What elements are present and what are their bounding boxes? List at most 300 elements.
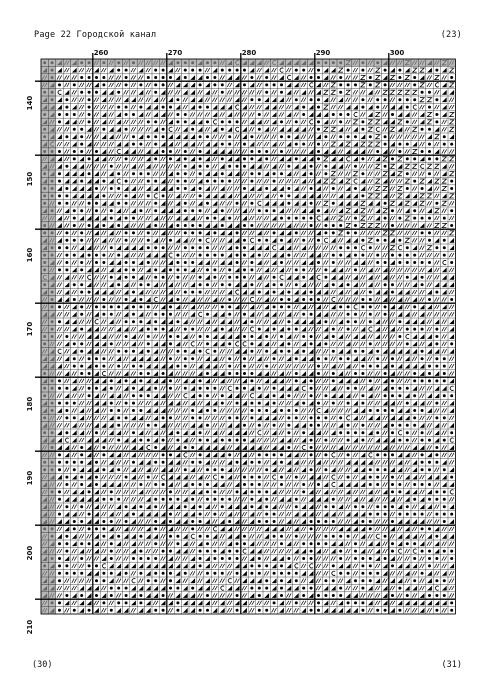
- symbol-dot: [169, 498, 172, 501]
- symbol-slash: [397, 223, 402, 227]
- symbol-slash: [257, 297, 262, 301]
- symbol-slash: [390, 135, 395, 139]
- symbol-slash: [227, 601, 232, 605]
- symbol-slash: [235, 149, 240, 153]
- symbol-triangle: [94, 171, 99, 176]
- symbol-dot: [369, 135, 372, 138]
- symbol-slash: [220, 542, 225, 546]
- symbol-z: [398, 186, 402, 190]
- symbol-slash: [338, 475, 343, 479]
- symbol-slash: [264, 460, 269, 464]
- symbol-slash: [72, 453, 77, 457]
- symbol-c: [280, 68, 283, 72]
- symbol-slash: [360, 275, 365, 279]
- symbol-slash: [360, 593, 365, 597]
- symbol-dot: [310, 172, 313, 175]
- symbol-c: [369, 453, 372, 457]
- symbol-triangle: [361, 356, 366, 361]
- symbol-triangle: [272, 238, 277, 243]
- symbol-triangle: [287, 238, 292, 243]
- symbol-dot: [391, 542, 394, 545]
- symbol-dot: [80, 305, 83, 308]
- symbol-slash: [138, 201, 143, 205]
- symbol-dot: [65, 335, 68, 338]
- symbol-dot: [324, 468, 327, 471]
- symbol-slash: [249, 423, 254, 427]
- symbol-slash: [264, 253, 269, 257]
- symbol-triangle: [242, 349, 247, 354]
- symbol-triangle: [161, 186, 166, 191]
- symbol-dot: [376, 261, 379, 264]
- symbol-slash: [301, 149, 306, 153]
- symbol-dot: [199, 483, 202, 486]
- symbol-triangle: [294, 593, 299, 598]
- symbol-slash: [175, 164, 180, 168]
- symbol-slash: [257, 83, 262, 87]
- symbol-triangle: [235, 482, 240, 487]
- symbol-triangle: [383, 297, 388, 302]
- symbol-triangle: [242, 282, 247, 287]
- symbol-triangle: [183, 134, 188, 139]
- symbol-dot: [65, 194, 68, 197]
- symbol-z: [442, 201, 446, 205]
- symbol-slash: [190, 201, 195, 205]
- symbol-dot: [228, 520, 231, 523]
- symbol-slash: [87, 149, 92, 153]
- symbol-slash: [257, 105, 262, 109]
- symbol-triangle: [190, 386, 195, 391]
- symbol-slash: [279, 519, 284, 523]
- symbol-slash: [383, 223, 388, 227]
- symbol-dot: [228, 439, 231, 442]
- symbol-slash: [138, 164, 143, 168]
- symbol-triangle: [368, 386, 373, 391]
- symbol-slash: [242, 408, 247, 412]
- symbol-slash: [94, 142, 99, 146]
- symbol-dot: [406, 106, 409, 109]
- symbol-dot: [125, 350, 128, 353]
- symbol-triangle: [420, 401, 425, 406]
- symbol-c: [102, 371, 105, 375]
- symbol-triangle: [176, 453, 181, 458]
- symbol-dot: [184, 246, 187, 249]
- symbol-dot: [125, 83, 128, 86]
- symbol-triangle: [420, 305, 425, 310]
- symbol-triangle: [279, 608, 284, 613]
- symbol-slash: [87, 135, 92, 139]
- symbol-dot: [176, 254, 179, 257]
- symbol-z: [368, 238, 372, 242]
- symbol-z: [383, 186, 387, 190]
- symbol-dot: [354, 372, 357, 375]
- symbol-dot: [250, 490, 253, 493]
- symbol-dot: [221, 209, 224, 212]
- symbol-dot: [406, 98, 409, 101]
- symbol-triangle: [124, 312, 129, 317]
- symbol-triangle: [338, 349, 343, 354]
- symbol-dot: [176, 350, 179, 353]
- symbol-triangle: [87, 127, 92, 132]
- symbol-triangle: [412, 467, 417, 472]
- symbol-slash: [301, 601, 306, 605]
- symbol-dot: [125, 76, 128, 79]
- symbol-dot: [421, 357, 424, 360]
- symbol-slash: [183, 105, 188, 109]
- symbol-triangle: [102, 216, 107, 221]
- symbol-triangle: [213, 223, 218, 228]
- symbol-dot: [273, 291, 276, 294]
- symbol-dot: [65, 165, 68, 168]
- symbol-slash: [205, 112, 210, 116]
- symbol-dot: [421, 231, 424, 234]
- symbol-dot: [213, 268, 216, 271]
- symbol-slash: [57, 142, 62, 146]
- symbol-dot: [324, 505, 327, 508]
- symbol-slash: [294, 172, 299, 176]
- symbol-triangle: [294, 386, 299, 391]
- symbol-slash: [323, 401, 328, 405]
- symbol-dot: [280, 305, 283, 308]
- symbol-slash: [434, 468, 439, 472]
- symbol-z: [450, 194, 454, 198]
- symbol-z: [368, 127, 372, 131]
- symbol-triangle: [353, 401, 358, 406]
- symbol-slash: [109, 149, 114, 153]
- symbol-triangle: [198, 201, 203, 206]
- symbol-dot: [102, 468, 105, 471]
- symbol-triangle: [220, 319, 225, 324]
- symbol-triangle: [287, 223, 292, 228]
- symbol-dot: [332, 594, 335, 597]
- symbol-dot: [184, 61, 187, 64]
- symbol-slash: [346, 445, 351, 449]
- symbol-dot: [191, 357, 194, 360]
- symbol-triangle: [153, 586, 158, 591]
- symbol-c: [347, 157, 350, 161]
- symbol-dot: [58, 180, 61, 183]
- symbol-dot: [428, 298, 431, 301]
- symbol-dot: [236, 550, 239, 553]
- symbol-triangle: [190, 282, 195, 287]
- symbol-triangle: [205, 445, 210, 450]
- symbol-dot: [317, 402, 320, 405]
- symbol-dot: [58, 305, 61, 308]
- symbol-slash: [101, 283, 106, 287]
- symbol-slash: [249, 468, 254, 472]
- symbol-dot: [43, 113, 46, 116]
- symbol-triangle: [220, 164, 225, 169]
- symbol-dot: [184, 357, 187, 360]
- symbol-triangle: [294, 201, 299, 206]
- symbol-dot: [191, 209, 194, 212]
- symbol-triangle: [353, 105, 358, 110]
- symbol-triangle: [324, 608, 329, 613]
- symbol-dot: [435, 453, 438, 456]
- symbol-triangle: [124, 608, 129, 613]
- symbol-dot: [310, 98, 313, 101]
- symbol-dot: [169, 535, 172, 538]
- symbol-triangle: [331, 164, 336, 169]
- symbol-dot: [354, 579, 357, 582]
- symbol-triangle: [383, 275, 388, 280]
- symbol-dot: [88, 490, 91, 493]
- symbol-triangle: [102, 90, 107, 95]
- symbol-triangle: [301, 179, 306, 184]
- symbol-triangle: [257, 260, 262, 265]
- symbol-slash: [220, 246, 225, 250]
- symbol-dot: [73, 468, 76, 471]
- symbol-triangle: [427, 393, 432, 398]
- symbol-slash: [272, 342, 277, 346]
- symbol-slash: [294, 445, 299, 449]
- symbol-dot: [169, 357, 172, 360]
- symbol-triangle: [65, 393, 70, 398]
- symbol-slash: [294, 556, 299, 560]
- symbol-slash: [434, 142, 439, 146]
- symbol-slash: [249, 194, 254, 198]
- symbol-slash: [257, 142, 262, 146]
- symbol-dot: [361, 579, 364, 582]
- symbol-slash: [309, 90, 314, 94]
- symbol-slash: [116, 164, 121, 168]
- symbol-dot: [310, 550, 313, 553]
- symbol-triangle: [94, 490, 99, 495]
- symbol-dot: [228, 305, 231, 308]
- symbol-dot: [310, 453, 313, 456]
- symbol-triangle: [235, 504, 240, 509]
- symbol-dot: [287, 298, 290, 301]
- symbol-c: [317, 275, 320, 279]
- symbol-triangle: [198, 75, 203, 80]
- symbol-dot: [228, 143, 231, 146]
- symbol-dot: [421, 283, 424, 286]
- symbol-slash: [294, 490, 299, 494]
- symbol-slash: [116, 320, 121, 324]
- symbol-dot: [243, 542, 246, 545]
- symbol-dot: [73, 128, 76, 131]
- symbol-slash: [420, 105, 425, 109]
- symbol-slash: [375, 283, 380, 287]
- symbol-slash: [368, 445, 373, 449]
- symbol-slash: [153, 468, 158, 472]
- symbol-dot: [154, 424, 157, 427]
- symbol-slash: [316, 223, 321, 227]
- symbol-dot: [213, 498, 216, 501]
- symbol-dot: [250, 172, 253, 175]
- symbol-slash: [116, 83, 121, 87]
- symbol-triangle: [287, 564, 292, 569]
- symbol-triangle: [316, 305, 321, 310]
- symbol-dot: [302, 113, 305, 116]
- symbol-dot: [132, 394, 135, 397]
- symbol-slash: [353, 534, 358, 538]
- symbol-dot: [102, 194, 105, 197]
- symbol-c: [347, 416, 350, 420]
- symbol-slash: [264, 357, 269, 361]
- symbol-dot: [199, 106, 202, 109]
- symbol-z: [420, 179, 424, 183]
- symbol-triangle: [65, 356, 70, 361]
- symbol-c: [243, 549, 246, 553]
- symbol-dot: [51, 490, 54, 493]
- symbol-slash: [168, 438, 173, 442]
- symbol-slash: [294, 394, 299, 398]
- symbol-slash: [286, 283, 291, 287]
- symbol-dot: [339, 76, 342, 79]
- symbol-triangle: [146, 534, 151, 539]
- symbol-triangle: [301, 194, 306, 199]
- symbol-dot: [339, 535, 342, 538]
- symbol-slash: [427, 386, 432, 390]
- symbol-triangle: [139, 349, 144, 354]
- symbol-triangle: [131, 445, 136, 450]
- symbol-triangle: [309, 356, 314, 361]
- symbol-z: [346, 223, 350, 227]
- symbol-dot: [398, 439, 401, 442]
- symbol-slash: [190, 549, 195, 553]
- symbol-dot: [132, 513, 135, 516]
- symbol-triangle: [368, 601, 373, 606]
- symbol-dot: [280, 239, 283, 242]
- symbol-triangle: [272, 142, 277, 147]
- symbol-slash: [212, 290, 217, 294]
- symbol-slash: [146, 127, 151, 131]
- symbol-c: [228, 386, 231, 390]
- symbol-triangle: [87, 268, 92, 273]
- symbol-dot: [65, 476, 68, 479]
- symbol-triangle: [205, 364, 210, 369]
- symbol-dot: [73, 224, 76, 227]
- symbol-dot: [324, 535, 327, 538]
- symbol-dot: [58, 150, 61, 153]
- symbol-dot: [58, 83, 61, 86]
- symbol-dot: [398, 587, 401, 590]
- symbol-dot: [280, 453, 283, 456]
- symbol-triangle: [213, 608, 218, 613]
- symbol-slash: [346, 275, 351, 279]
- symbol-z: [398, 120, 402, 124]
- symbol-triangle: [390, 260, 395, 265]
- symbol-dot: [110, 409, 113, 412]
- symbol-dot: [361, 609, 364, 612]
- symbol-z: [420, 194, 424, 198]
- symbol-slash: [331, 556, 336, 560]
- symbol-triangle: [242, 608, 247, 613]
- symbol-slash: [286, 401, 291, 405]
- symbol-triangle: [161, 342, 166, 347]
- symbol-triangle: [205, 149, 210, 154]
- symbol-triangle: [79, 157, 84, 162]
- symbol-slash: [153, 260, 158, 264]
- symbol-slash: [190, 571, 195, 575]
- symbol-slash: [405, 468, 410, 472]
- symbol-triangle: [168, 556, 173, 561]
- symbol-slash: [420, 586, 425, 590]
- symbol-triangle: [146, 149, 151, 154]
- symbol-dot: [243, 387, 246, 390]
- symbol-c: [435, 83, 438, 87]
- symbol-triangle: [257, 445, 262, 450]
- symbol-triangle: [449, 564, 454, 569]
- symbol-triangle: [405, 68, 410, 73]
- symbol-triangle: [116, 393, 121, 398]
- symbol-dot: [287, 416, 290, 419]
- symbol-triangle: [301, 371, 306, 376]
- symbol-dot: [347, 135, 350, 138]
- symbol-dot: [324, 594, 327, 597]
- symbol-triangle: [279, 527, 284, 532]
- symbol-slash: [420, 297, 425, 301]
- symbol-triangle: [153, 416, 158, 421]
- symbol-triangle: [205, 157, 210, 162]
- symbol-triangle: [161, 268, 166, 273]
- symbol-triangle: [309, 194, 314, 199]
- symbol-dot: [176, 268, 179, 271]
- symbol-dot: [125, 268, 128, 271]
- symbol-c: [332, 297, 335, 301]
- symbol-z: [376, 179, 380, 183]
- symbol-triangle: [405, 534, 410, 539]
- symbol-dot: [73, 572, 76, 575]
- symbol-triangle: [316, 179, 321, 184]
- symbol-dot: [58, 246, 61, 249]
- symbol-slash: [131, 238, 136, 242]
- symbol-triangle: [131, 194, 136, 199]
- symbol-triangle: [390, 371, 395, 376]
- symbol-triangle: [65, 90, 70, 95]
- symbol-slash: [198, 142, 203, 146]
- symbol-dot: [58, 579, 61, 582]
- symbol-slash: [442, 342, 447, 346]
- symbol-dot: [206, 594, 209, 597]
- symbol-dot: [258, 453, 261, 456]
- symbol-slash: [309, 142, 314, 146]
- symbol-dot: [443, 365, 446, 368]
- symbol-triangle: [72, 105, 77, 110]
- symbol-dot: [295, 416, 298, 419]
- symbol-dot: [102, 128, 105, 131]
- symbol-dot: [65, 409, 68, 412]
- symbol-dot: [199, 439, 202, 442]
- symbol-triangle: [324, 68, 329, 73]
- symbol-dot: [51, 150, 54, 153]
- symbol-slash: [331, 135, 336, 139]
- symbol-triangle: [220, 260, 225, 265]
- symbol-triangle: [449, 401, 454, 406]
- symbol-dot: [147, 239, 150, 242]
- symbol-slash: [427, 608, 432, 612]
- symbol-slash: [323, 386, 328, 390]
- symbol-triangle: [427, 208, 432, 213]
- symbol-dot: [184, 209, 187, 212]
- symbol-dot: [80, 572, 83, 575]
- symbol-slash: [138, 527, 143, 531]
- symbol-triangle: [257, 245, 262, 250]
- symbol-slash: [323, 475, 328, 479]
- symbol-slash: [353, 394, 358, 398]
- symbol-triangle: [116, 260, 121, 265]
- symbol-triangle: [287, 127, 292, 132]
- symbol-triangle: [301, 260, 306, 265]
- symbol-slash: [235, 497, 240, 501]
- symbol-dot: [428, 461, 431, 464]
- symbol-slash: [57, 416, 62, 420]
- symbol-triangle: [235, 171, 240, 176]
- symbol-dot: [406, 431, 409, 434]
- symbol-triangle: [198, 423, 203, 428]
- symbol-slash: [286, 534, 291, 538]
- symbol-slash: [338, 386, 343, 390]
